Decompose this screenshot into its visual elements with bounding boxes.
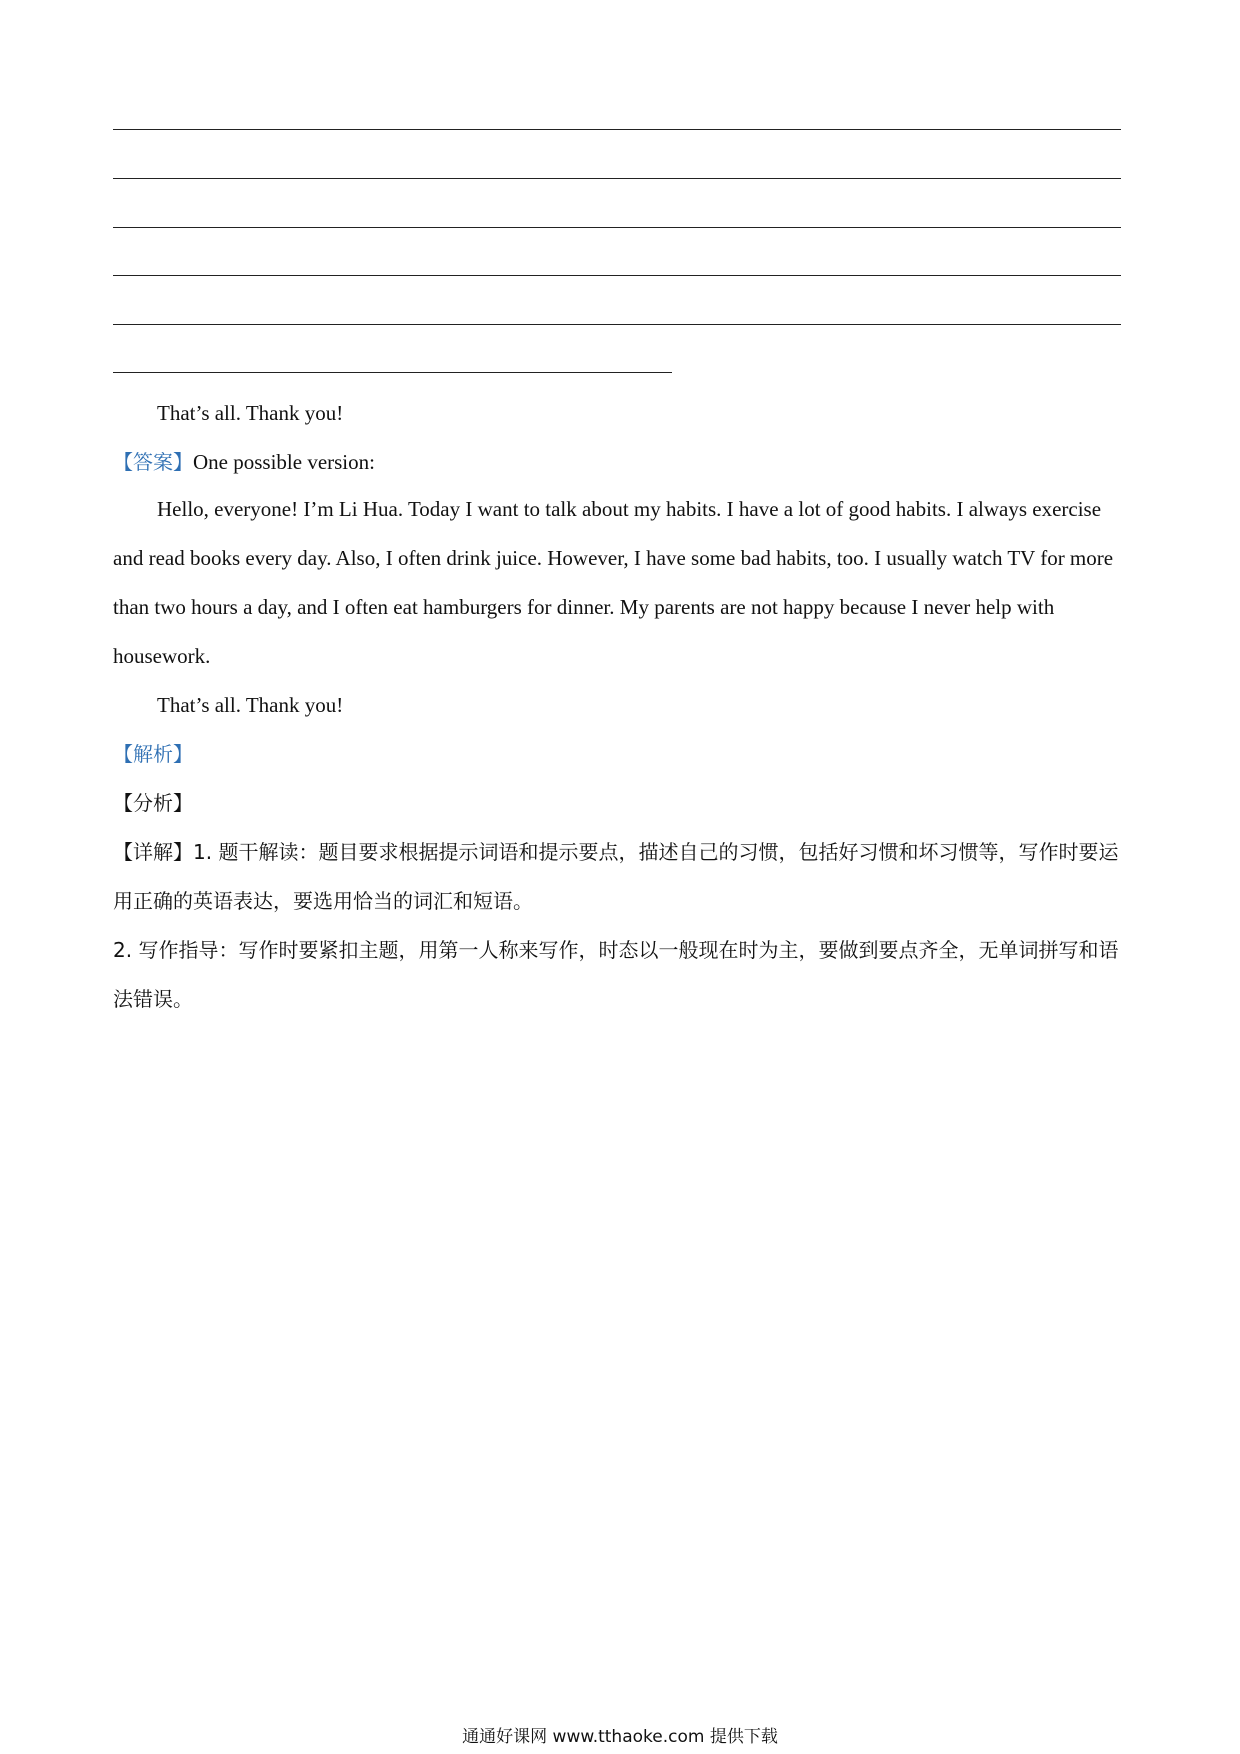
- answer-essay: [113, 485, 1131, 681]
- writing-line: [113, 129, 1121, 130]
- answer-label: 【答案】: [113, 450, 193, 474]
- closing-line: That’s all. Thank you!: [157, 401, 344, 425]
- detail-label: 【详解】: [113, 840, 193, 864]
- writing-line-short: [113, 372, 672, 373]
- footer-watermark: 通通好课网 www.tthaoke.com 提供下载: [462, 1727, 778, 1747]
- detail-point-1: [113, 828, 1131, 926]
- detail-point-1-text: 1. 题干解读：题目要求根据提示词语和提示要点，描述自己的习惯，包括好习惯和坏习惯等，写作时要运用正确的英语表达，要选用恰当的词汇和短语。: [113, 840, 1119, 913]
- answer-lead: One possible version:: [193, 450, 375, 474]
- essay-text: Hello, everyone! I’m Li Hua. Today I want to talk about my habits. I have a lot of good habits. I always exercise and read books every day. Also, I often drink juice. However, I have some bad habits, too. I usually watch TV for more than two hours a day, and I often eat hamburgers for dinner. My parents are not happy because I never help with housework.: [113, 497, 1114, 668]
- writing-line: [113, 324, 1121, 325]
- writing-line: [113, 227, 1121, 228]
- writing-line: [113, 275, 1121, 276]
- detail-point-2-text: 2. 写作指导：写作时要紧扣主题，用第一人称来写作，时态以一般现在时为主，要做到要点齐全，无单词拼写和语法错误。: [113, 938, 1119, 1011]
- answer-heading: [113, 449, 375, 475]
- writing-line: [113, 178, 1121, 179]
- analysis-label: 【解析】: [113, 742, 193, 766]
- fenxi-label: 【分析】: [113, 791, 193, 815]
- answer-closing: That’s all. Thank you!: [157, 693, 344, 717]
- detail-point-2: [113, 926, 1131, 1024]
